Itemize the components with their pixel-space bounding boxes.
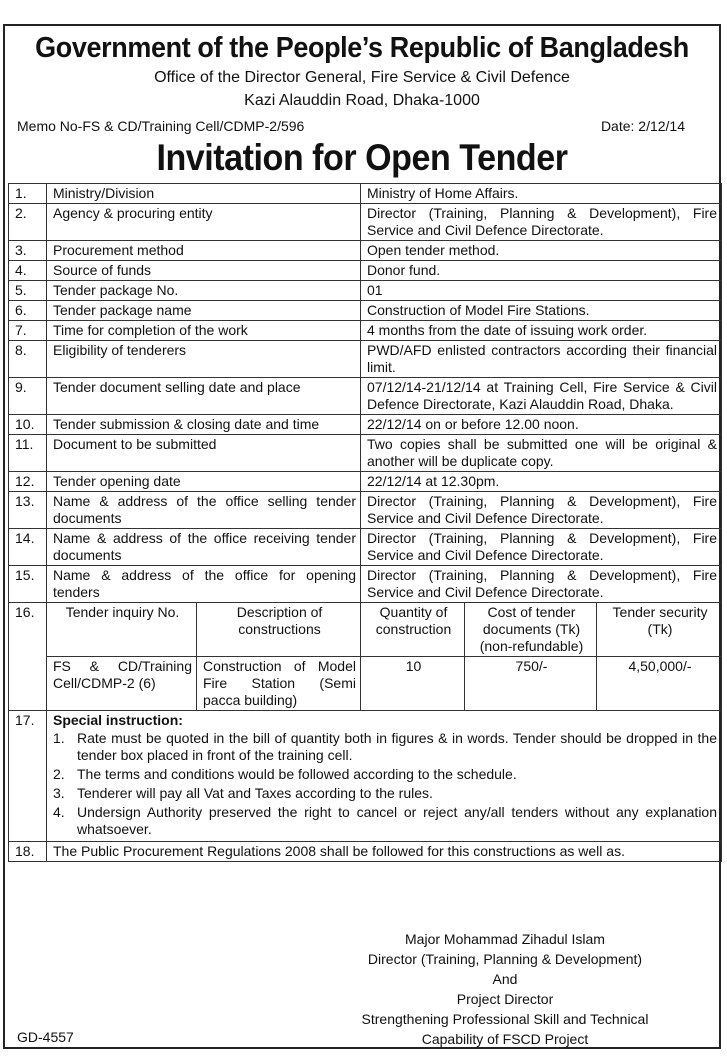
instruction-text: The terms and conditions would be followed according to the schedule. [77, 766, 517, 782]
inquiry-header-row [9, 603, 722, 657]
row-number: 13. [9, 492, 47, 529]
inquiry-cell: FS & CD/Training Cell/CDMP-2 (6) [47, 657, 197, 711]
tender-notice [3, 24, 721, 1049]
inquiry-col-header: Description of constructions [197, 603, 361, 657]
row-value: Ministry of Home Affairs. [361, 184, 722, 204]
row-value: 07/12/14-21/12/14 at Training Cell, Fire Service & Civil Defence Directorate, Kazi Alauddin Road, Dhaka. [361, 378, 722, 415]
office-name: Office of the Director General, Fire Service & Civil Defence [154, 69, 570, 86]
inquiry-data-row [9, 657, 722, 711]
government-heading: Government of the People’s Republic of Bangladesh [35, 32, 689, 64]
row-label: Name & address of the office receiving tender documents [47, 529, 361, 566]
row-number: 12. [9, 472, 47, 492]
instruction-number: 1. [53, 730, 65, 746]
inquiry-col-header: Quantity of construction [361, 603, 465, 657]
inquiry-col-header: Tender security (Tk) [597, 603, 722, 657]
instruction-number: 4. [53, 804, 65, 820]
row-value: Director (Training, Planning & Development), Fire Service and Civil Defence Directorate. [361, 492, 722, 529]
row-number: 8. [9, 341, 47, 378]
table-row [9, 241, 722, 261]
inquiry-cell: Construction of Model Fire Station (Semi pacca building) [197, 657, 361, 711]
row-label: Tender package No. [47, 281, 361, 301]
row-label: Tender opening date [47, 472, 361, 492]
row-label: Source of funds [47, 261, 361, 281]
row-label: Procurement method [47, 241, 361, 261]
instruction-item [53, 730, 717, 764]
row-number: 10. [9, 415, 47, 435]
table-row [9, 281, 722, 301]
row-label: Eligibility of tenderers [47, 341, 361, 378]
memo-date: Date: 2/12/14 [600, 118, 685, 134]
instruction-item [53, 766, 717, 783]
row-number: 6. [9, 301, 47, 321]
instruction-item [53, 785, 717, 802]
signatory-name: Major Mohammad Zihadul Islam [405, 931, 605, 947]
row-label: Name & address of the office for opening tenders [47, 566, 361, 603]
signatory-title: Director (Training, Planning & Development) [367, 951, 643, 967]
table-row [9, 415, 722, 435]
row-value: Director (Training, Planning & Development), Fire Service and Civil Defence Directorate. [361, 529, 722, 566]
signatory-role: Project Director [456, 991, 554, 1007]
inquiry-col-header: Tender inquiry No. [47, 603, 197, 657]
row-value: Two copies shall be submitted one will be original & another will be duplicate copy. [361, 435, 722, 472]
row-label: Document to be submitted [47, 435, 361, 472]
row-number: 9. [9, 378, 47, 415]
instruction-number: 3. [53, 785, 65, 801]
row-value: 4 months from the date of issuing work order. [361, 321, 722, 341]
row-label: Ministry/Division [47, 184, 361, 204]
row-number: 14. [9, 529, 47, 566]
page-title: Invitation for Open Tender [156, 137, 568, 178]
inquiry-cell: 750/- [465, 657, 597, 711]
table-row [9, 435, 722, 472]
regulation-row [9, 842, 722, 862]
inquiry-cell: 4,50,000/- [597, 657, 722, 711]
table-row [9, 472, 722, 492]
table-row [9, 566, 722, 603]
row-number: 18. [9, 842, 47, 862]
instruction-text: Rate must be quoted in the bill of quantity both in figures & in words. Tender should be dropped in the tender box placed in front of the training cell. [77, 730, 717, 763]
row-number: 11. [9, 435, 47, 472]
regulation-text: The Public Procurement Regulations 2008 shall be followed for this constructions as well as. [47, 842, 722, 862]
row-number: 2. [9, 204, 47, 241]
table-row [9, 378, 722, 415]
row-number: 16. [9, 603, 47, 711]
instruction-list [53, 730, 717, 838]
instruction-item [53, 804, 717, 838]
table-row [9, 321, 722, 341]
row-label: Tender document selling date and place [47, 378, 361, 415]
row-value: 22/12/14 at 12.30pm. [361, 472, 722, 492]
row-value: Donor fund. [361, 261, 722, 281]
row-value: 01 [361, 281, 722, 301]
table-row [9, 184, 722, 204]
table-row [9, 492, 722, 529]
special-instruction-heading: Special instruction: [53, 712, 183, 728]
instruction-text: Tenderer will pay all Vat and Taxes according to the rules. [77, 785, 433, 801]
table-row [9, 301, 722, 321]
row-value: PWD/AFD enlisted contractors according their financial limit. [361, 341, 722, 378]
instruction-text: Undersign Authority preserved the right to cancel or reject any/all tenders without any explanation whatsoever. [77, 804, 717, 837]
special-instruction-row [9, 711, 722, 842]
row-number: 3. [9, 241, 47, 261]
table-row [9, 341, 722, 378]
gd-code: GD-4557 [17, 1029, 74, 1045]
row-label: Tender submission & closing date and time [47, 415, 361, 435]
row-label: Tender package name [47, 301, 361, 321]
row-number: 15. [9, 566, 47, 603]
row-number: 1. [9, 184, 47, 204]
instruction-number: 2. [53, 766, 65, 782]
special-instruction-cell [47, 711, 722, 842]
inquiry-col-header: Cost of tender documents (Tk) (non-refundable) [465, 603, 597, 657]
row-value: Director (Training, Planning & Development), Fire Service and Civil Defence Directorate. [361, 566, 722, 603]
row-label: Time for completion of the work [47, 321, 361, 341]
table-row [9, 204, 722, 241]
tender-table [8, 183, 722, 862]
row-label: Agency & procuring entity [47, 204, 361, 241]
row-value: Construction of Model Fire Stations. [361, 301, 722, 321]
inquiry-cell: 10 [361, 657, 465, 711]
table-row [9, 261, 722, 281]
memo-number: Memo No-FS & CD/Training Cell/CDMP-2/596 [17, 118, 305, 134]
row-number: 17. [9, 711, 47, 842]
signatory-and: And [492, 971, 518, 987]
office-address: Kazi Alauddin Road, Dhaka-1000 [244, 92, 480, 109]
table-row [9, 529, 722, 566]
row-label: Name & address of the office selling tender documents [47, 492, 361, 529]
row-number: 7. [9, 321, 47, 341]
row-value: 22/12/14 on or before 12.00 noon. [361, 415, 722, 435]
signatory-project-line1: Strengthening Professional Skill and Technical [361, 1011, 649, 1027]
row-number: 5. [9, 281, 47, 301]
row-value: Director (Training, Planning & Development), Fire Service and Civil Defence Directorate. [361, 204, 722, 241]
signatory-project-line2: Capability of FSCD Project [421, 1031, 589, 1047]
row-value: Open tender method. [361, 241, 722, 261]
row-number: 4. [9, 261, 47, 281]
